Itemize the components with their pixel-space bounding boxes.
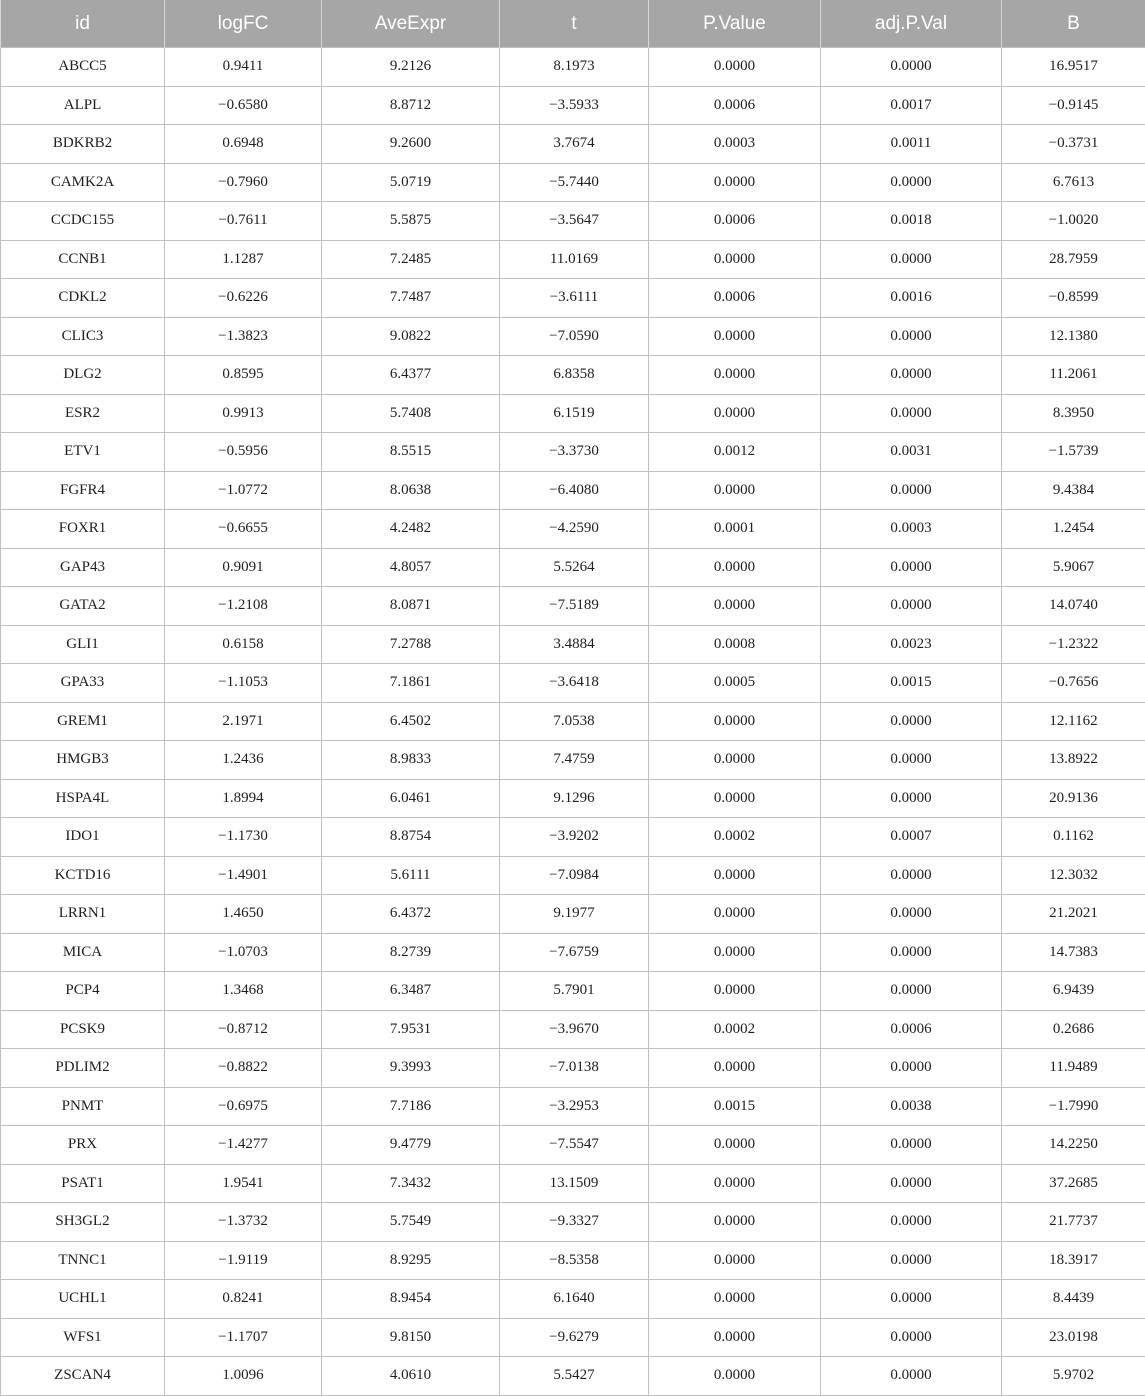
cell-b: 20.9136 (1002, 779, 1145, 818)
cell-aveexpr: 7.2485 (322, 240, 500, 279)
cell-pvalue: 0.0000 (649, 895, 821, 934)
cell-pvalue: 0.0001 (649, 510, 821, 549)
cell-id: GREM1 (1, 702, 165, 741)
cell-aveexpr: 7.7186 (322, 1087, 500, 1126)
cell-aveexpr: 9.0822 (322, 317, 500, 356)
cell-adj-pval: 0.0000 (821, 317, 1002, 356)
column-header-adj-pval: adj.P.Val (821, 0, 1002, 48)
cell-t: 9.1296 (500, 779, 649, 818)
cell-b: 8.4439 (1002, 1280, 1145, 1319)
cell-b: 1.2454 (1002, 510, 1145, 549)
cell-id: LRRN1 (1, 895, 165, 934)
cell-adj-pval: 0.0000 (821, 1049, 1002, 1088)
cell-id: GAP43 (1, 548, 165, 587)
cell-id: ABCC5 (1, 48, 165, 87)
cell-b: 23.0198 (1002, 1318, 1145, 1357)
cell-t: −3.5647 (500, 202, 649, 241)
cell-aveexpr: 4.0610 (322, 1357, 500, 1396)
cell-adj-pval: 0.0000 (821, 1280, 1002, 1319)
cell-aveexpr: 8.5515 (322, 433, 500, 472)
cell-pvalue: 0.0000 (649, 1049, 821, 1088)
cell-aveexpr: 8.2739 (322, 933, 500, 972)
cell-aveexpr: 7.3432 (322, 1164, 500, 1203)
cell-t: 6.1640 (500, 1280, 649, 1319)
cell-logfc: −0.6580 (165, 86, 322, 125)
cell-id: PSAT1 (1, 1164, 165, 1203)
cell-t: −7.0984 (500, 856, 649, 895)
cell-id: GLI1 (1, 625, 165, 664)
cell-b: 16.9517 (1002, 48, 1145, 87)
table-row (1, 240, 1145, 279)
cell-aveexpr: 6.4372 (322, 895, 500, 934)
table-row (1, 625, 1145, 664)
cell-b: −0.9145 (1002, 86, 1145, 125)
cell-b: 12.1380 (1002, 317, 1145, 356)
table-row (1, 1164, 1145, 1203)
table-row (1, 1357, 1145, 1396)
cell-b: 14.7383 (1002, 933, 1145, 972)
cell-id: CDKL2 (1, 279, 165, 318)
cell-b: 6.9439 (1002, 972, 1145, 1011)
cell-aveexpr: 8.0638 (322, 471, 500, 510)
cell-b: 37.2685 (1002, 1164, 1145, 1203)
cell-adj-pval: 0.0018 (821, 202, 1002, 241)
cell-aveexpr: 4.2482 (322, 510, 500, 549)
cell-pvalue: 0.0000 (649, 779, 821, 818)
cell-b: −0.3731 (1002, 125, 1145, 164)
cell-logfc: −1.0703 (165, 933, 322, 972)
cell-pvalue: 0.0000 (649, 856, 821, 895)
cell-aveexpr: 6.3487 (322, 972, 500, 1011)
cell-logfc: 0.9913 (165, 394, 322, 433)
cell-t: −7.0138 (500, 1049, 649, 1088)
table-row (1, 895, 1145, 934)
cell-pvalue: 0.0003 (649, 125, 821, 164)
cell-id: HMGB3 (1, 741, 165, 780)
cell-pvalue: 0.0000 (649, 317, 821, 356)
cell-b: 5.9067 (1002, 548, 1145, 587)
cell-t: −3.9202 (500, 818, 649, 857)
cell-b: 13.8922 (1002, 741, 1145, 780)
cell-aveexpr: 8.9833 (322, 741, 500, 780)
cell-id: WFS1 (1, 1318, 165, 1357)
cell-t: −3.2953 (500, 1087, 649, 1126)
cell-logfc: −0.6655 (165, 510, 322, 549)
cell-adj-pval: 0.0011 (821, 125, 1002, 164)
table-row (1, 1280, 1145, 1319)
cell-b: 12.3032 (1002, 856, 1145, 895)
cell-pvalue: 0.0000 (649, 1164, 821, 1203)
cell-adj-pval: 0.0031 (821, 433, 1002, 472)
cell-t: 6.8358 (500, 356, 649, 395)
cell-pvalue: 0.0008 (649, 625, 821, 664)
table-body (1, 48, 1145, 1396)
cell-pvalue: 0.0000 (649, 1357, 821, 1396)
cell-pvalue: 0.0000 (649, 972, 821, 1011)
cell-pvalue: 0.0000 (649, 1126, 821, 1165)
cell-pvalue: 0.0005 (649, 664, 821, 703)
cell-pvalue: 0.0012 (649, 433, 821, 472)
table-row (1, 933, 1145, 972)
cell-t: 9.1977 (500, 895, 649, 934)
cell-logfc: −1.2108 (165, 587, 322, 626)
cell-logfc: 1.8994 (165, 779, 322, 818)
cell-logfc: 1.9541 (165, 1164, 322, 1203)
cell-id: PCP4 (1, 972, 165, 1011)
table-row (1, 818, 1145, 857)
cell-t: −3.3730 (500, 433, 649, 472)
cell-logfc: 1.3468 (165, 972, 322, 1011)
cell-logfc: −1.1730 (165, 818, 322, 857)
cell-aveexpr: 7.1861 (322, 664, 500, 703)
cell-id: ESR2 (1, 394, 165, 433)
cell-logfc: −1.3732 (165, 1203, 322, 1242)
cell-t: −8.5358 (500, 1241, 649, 1280)
cell-logfc: −0.6226 (165, 279, 322, 318)
cell-b: 8.3950 (1002, 394, 1145, 433)
table-row (1, 1049, 1145, 1088)
cell-b: 21.7737 (1002, 1203, 1145, 1242)
cell-pvalue: 0.0000 (649, 587, 821, 626)
cell-b: 12.1162 (1002, 702, 1145, 741)
cell-pvalue: 0.0000 (649, 1203, 821, 1242)
cell-adj-pval: 0.0000 (821, 1164, 1002, 1203)
cell-t: −5.7440 (500, 163, 649, 202)
table-row (1, 741, 1145, 780)
cell-b: 0.1162 (1002, 818, 1145, 857)
cell-t: −6.4080 (500, 471, 649, 510)
cell-adj-pval: 0.0006 (821, 1010, 1002, 1049)
cell-pvalue: 0.0006 (649, 202, 821, 241)
column-header-pvalue: P.Value (649, 0, 821, 48)
cell-logfc: 2.1971 (165, 702, 322, 741)
cell-adj-pval: 0.0000 (821, 1126, 1002, 1165)
table-row (1, 202, 1145, 241)
cell-logfc: −0.8712 (165, 1010, 322, 1049)
cell-logfc: −1.4277 (165, 1126, 322, 1165)
cell-pvalue: 0.0000 (649, 163, 821, 202)
cell-logfc: −1.1053 (165, 664, 322, 703)
cell-t: 13.1509 (500, 1164, 649, 1203)
cell-aveexpr: 8.9454 (322, 1280, 500, 1319)
cell-t: 7.0538 (500, 702, 649, 741)
cell-b: 6.7613 (1002, 163, 1145, 202)
cell-logfc: −1.4901 (165, 856, 322, 895)
cell-pvalue: 0.0000 (649, 1280, 821, 1319)
cell-pvalue: 0.0002 (649, 818, 821, 857)
cell-adj-pval: 0.0000 (821, 394, 1002, 433)
cell-id: CLIC3 (1, 317, 165, 356)
cell-id: KCTD16 (1, 856, 165, 895)
cell-logfc: 0.6158 (165, 625, 322, 664)
table-row (1, 510, 1145, 549)
cell-b: −0.7656 (1002, 664, 1145, 703)
cell-adj-pval: 0.0023 (821, 625, 1002, 664)
cell-pvalue: 0.0000 (649, 48, 821, 87)
cell-b: −1.5739 (1002, 433, 1145, 472)
cell-id: DLG2 (1, 356, 165, 395)
cell-pvalue: 0.0000 (649, 356, 821, 395)
cell-b: 9.4384 (1002, 471, 1145, 510)
column-header-b: B (1002, 0, 1145, 48)
cell-aveexpr: 5.0719 (322, 163, 500, 202)
cell-pvalue: 0.0000 (649, 240, 821, 279)
table-row (1, 1010, 1145, 1049)
cell-b: −1.2322 (1002, 625, 1145, 664)
cell-t: 6.1519 (500, 394, 649, 433)
cell-id: PCSK9 (1, 1010, 165, 1049)
cell-aveexpr: 9.3993 (322, 1049, 500, 1088)
cell-logfc: −1.1707 (165, 1318, 322, 1357)
cell-id: MICA (1, 933, 165, 972)
cell-logfc: 1.2436 (165, 741, 322, 780)
cell-adj-pval: 0.0000 (821, 972, 1002, 1011)
cell-aveexpr: 9.2600 (322, 125, 500, 164)
cell-t: −3.6418 (500, 664, 649, 703)
cell-id: CCNB1 (1, 240, 165, 279)
cell-aveexpr: 8.9295 (322, 1241, 500, 1280)
cell-b: 11.2061 (1002, 356, 1145, 395)
column-header-logfc: logFC (165, 0, 322, 48)
cell-aveexpr: 5.6111 (322, 856, 500, 895)
cell-adj-pval: 0.0000 (821, 895, 1002, 934)
cell-id: SH3GL2 (1, 1203, 165, 1242)
table-row (1, 317, 1145, 356)
table-row (1, 356, 1145, 395)
cell-b: −1.7990 (1002, 1087, 1145, 1126)
table-row (1, 1087, 1145, 1126)
cell-b: 11.9489 (1002, 1049, 1145, 1088)
table-row (1, 664, 1145, 703)
cell-b: 0.2686 (1002, 1010, 1145, 1049)
cell-adj-pval: 0.0015 (821, 664, 1002, 703)
cell-logfc: −0.7611 (165, 202, 322, 241)
table-row (1, 394, 1145, 433)
cell-id: PRX (1, 1126, 165, 1165)
table-row (1, 856, 1145, 895)
cell-aveexpr: 6.0461 (322, 779, 500, 818)
cell-id: HSPA4L (1, 779, 165, 818)
header-row (1, 0, 1145, 48)
cell-aveexpr: 7.2788 (322, 625, 500, 664)
table-row (1, 433, 1145, 472)
cell-logfc: −1.3823 (165, 317, 322, 356)
cell-b: −1.0020 (1002, 202, 1145, 241)
table-row (1, 86, 1145, 125)
cell-aveexpr: 4.8057 (322, 548, 500, 587)
cell-aveexpr: 7.7487 (322, 279, 500, 318)
cell-aveexpr: 5.7549 (322, 1203, 500, 1242)
cell-logfc: 0.9091 (165, 548, 322, 587)
cell-logfc: 0.8595 (165, 356, 322, 395)
cell-id: TNNC1 (1, 1241, 165, 1280)
cell-t: 5.5427 (500, 1357, 649, 1396)
table-row (1, 1318, 1145, 1357)
cell-aveexpr: 9.8150 (322, 1318, 500, 1357)
cell-adj-pval: 0.0000 (821, 1241, 1002, 1280)
cell-adj-pval: 0.0000 (821, 1203, 1002, 1242)
cell-t: 11.0169 (500, 240, 649, 279)
cell-logfc: 0.9411 (165, 48, 322, 87)
cell-logfc: 0.8241 (165, 1280, 322, 1319)
cell-adj-pval: 0.0016 (821, 279, 1002, 318)
cell-t: −7.5189 (500, 587, 649, 626)
cell-adj-pval: 0.0000 (821, 587, 1002, 626)
cell-aveexpr: 5.5875 (322, 202, 500, 241)
cell-b: 21.2021 (1002, 895, 1145, 934)
cell-adj-pval: 0.0000 (821, 548, 1002, 587)
table-row (1, 702, 1145, 741)
cell-logfc: −0.5956 (165, 433, 322, 472)
cell-t: 3.7674 (500, 125, 649, 164)
cell-pvalue: 0.0006 (649, 86, 821, 125)
cell-logfc: 1.1287 (165, 240, 322, 279)
cell-t: −3.9670 (500, 1010, 649, 1049)
cell-pvalue: 0.0000 (649, 702, 821, 741)
cell-b: 14.2250 (1002, 1126, 1145, 1165)
cell-t: −9.6279 (500, 1318, 649, 1357)
cell-adj-pval: 0.0000 (821, 933, 1002, 972)
cell-id: PDLIM2 (1, 1049, 165, 1088)
cell-b: −0.8599 (1002, 279, 1145, 318)
cell-t: −7.0590 (500, 317, 649, 356)
cell-aveexpr: 8.8754 (322, 818, 500, 857)
column-header-aveexpr: AveExpr (322, 0, 500, 48)
table-row (1, 779, 1145, 818)
cell-logfc: −0.8822 (165, 1049, 322, 1088)
cell-adj-pval: 0.0000 (821, 48, 1002, 87)
cell-b: 5.9702 (1002, 1357, 1145, 1396)
cell-logfc: 0.6948 (165, 125, 322, 164)
table-row (1, 1203, 1145, 1242)
cell-id: ALPL (1, 86, 165, 125)
column-header-t: t (500, 0, 649, 48)
cell-pvalue: 0.0006 (649, 279, 821, 318)
cell-logfc: −0.6975 (165, 1087, 322, 1126)
table-row (1, 587, 1145, 626)
cell-id: IDO1 (1, 818, 165, 857)
cell-logfc: −1.0772 (165, 471, 322, 510)
cell-pvalue: 0.0000 (649, 548, 821, 587)
cell-aveexpr: 8.8712 (322, 86, 500, 125)
cell-pvalue: 0.0000 (649, 1241, 821, 1280)
table-row (1, 972, 1145, 1011)
cell-t: −3.5933 (500, 86, 649, 125)
cell-id: UCHL1 (1, 1280, 165, 1319)
table-row (1, 279, 1145, 318)
cell-adj-pval: 0.0038 (821, 1087, 1002, 1126)
cell-adj-pval: 0.0003 (821, 510, 1002, 549)
cell-adj-pval: 0.0000 (821, 702, 1002, 741)
cell-pvalue: 0.0000 (649, 741, 821, 780)
cell-id: GATA2 (1, 587, 165, 626)
cell-t: 5.7901 (500, 972, 649, 1011)
table-row (1, 548, 1145, 587)
cell-adj-pval: 0.0000 (821, 356, 1002, 395)
table-row (1, 48, 1145, 87)
cell-adj-pval: 0.0017 (821, 86, 1002, 125)
cell-id: FGFR4 (1, 471, 165, 510)
cell-pvalue: 0.0000 (649, 471, 821, 510)
table-row (1, 471, 1145, 510)
cell-id: ZSCAN4 (1, 1357, 165, 1396)
cell-b: 28.7959 (1002, 240, 1145, 279)
cell-aveexpr: 6.4377 (322, 356, 500, 395)
cell-id: PNMT (1, 1087, 165, 1126)
cell-aveexpr: 6.4502 (322, 702, 500, 741)
cell-t: 7.4759 (500, 741, 649, 780)
cell-id: CAMK2A (1, 163, 165, 202)
cell-id: BDKRB2 (1, 125, 165, 164)
cell-t: −9.3327 (500, 1203, 649, 1242)
cell-logfc: 1.0096 (165, 1357, 322, 1396)
cell-pvalue: 0.0000 (649, 933, 821, 972)
cell-t: −4.2590 (500, 510, 649, 549)
cell-t: −7.6759 (500, 933, 649, 972)
cell-id: ETV1 (1, 433, 165, 472)
cell-id: GPA33 (1, 664, 165, 703)
cell-adj-pval: 0.0007 (821, 818, 1002, 857)
cell-b: 14.0740 (1002, 587, 1145, 626)
cell-pvalue: 0.0000 (649, 394, 821, 433)
table-row (1, 1241, 1145, 1280)
cell-adj-pval: 0.0000 (821, 471, 1002, 510)
cell-t: 3.4884 (500, 625, 649, 664)
cell-adj-pval: 0.0000 (821, 1357, 1002, 1396)
cell-logfc: −0.7960 (165, 163, 322, 202)
cell-aveexpr: 7.9531 (322, 1010, 500, 1049)
cell-t: 8.1973 (500, 48, 649, 87)
cell-t: 5.5264 (500, 548, 649, 587)
column-header-id: id (1, 0, 165, 48)
cell-pvalue: 0.0000 (649, 1318, 821, 1357)
cell-pvalue: 0.0002 (649, 1010, 821, 1049)
table-row (1, 125, 1145, 164)
table-row (1, 163, 1145, 202)
cell-t: −3.6111 (500, 279, 649, 318)
cell-pvalue: 0.0015 (649, 1087, 821, 1126)
cell-aveexpr: 5.7408 (322, 394, 500, 433)
cell-b: 18.3917 (1002, 1241, 1145, 1280)
cell-id: FOXR1 (1, 510, 165, 549)
cell-logfc: 1.4650 (165, 895, 322, 934)
cell-adj-pval: 0.0000 (821, 163, 1002, 202)
cell-adj-pval: 0.0000 (821, 240, 1002, 279)
cell-aveexpr: 9.4779 (322, 1126, 500, 1165)
cell-aveexpr: 9.2126 (322, 48, 500, 87)
table-row (1, 1126, 1145, 1165)
cell-t: −7.5547 (500, 1126, 649, 1165)
cell-aveexpr: 8.0871 (322, 587, 500, 626)
cell-id: CCDC155 (1, 202, 165, 241)
cell-adj-pval: 0.0000 (821, 1318, 1002, 1357)
cell-adj-pval: 0.0000 (821, 741, 1002, 780)
cell-adj-pval: 0.0000 (821, 856, 1002, 895)
cell-adj-pval: 0.0000 (821, 779, 1002, 818)
cell-logfc: −1.9119 (165, 1241, 322, 1280)
